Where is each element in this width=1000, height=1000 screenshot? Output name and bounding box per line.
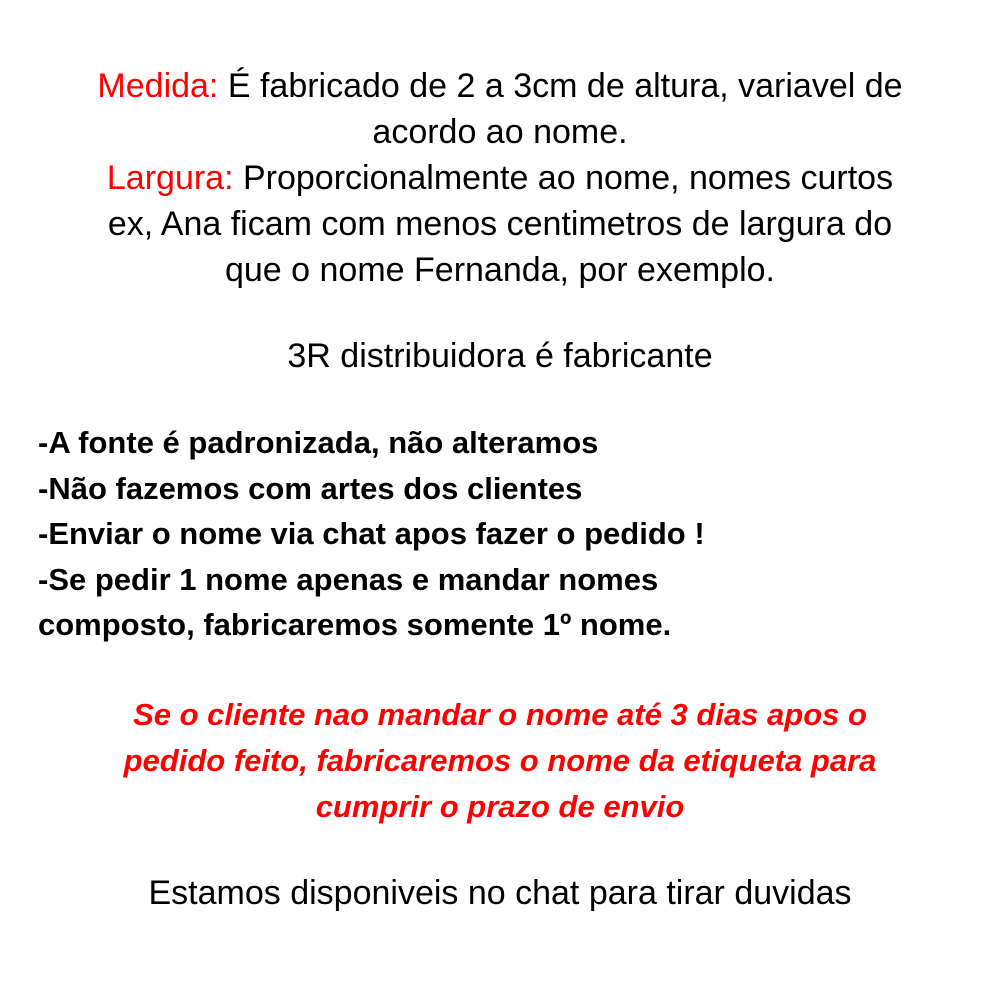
largura-label: Largura: (106, 159, 234, 197)
rule-item: -Enviar o nome via chat apos fazer o pedido ! (38, 516, 705, 551)
warning-line-3: cumprir o prazo de envio (315, 789, 685, 824)
deadline-warning (20, 692, 980, 830)
chat-availability-note: Estamos disponiveis no chat para tirar duvidas (148, 874, 852, 912)
rules-list (38, 420, 968, 648)
medida-line-1 (30, 63, 970, 109)
rule-item: -Não fazemos com artes dos clientes (38, 470, 583, 506)
largura-line-3: que o nome Fernanda, por exemplo. (224, 251, 775, 289)
rule-item: -Se pedir 1 nome apenas e mandar nomes (38, 561, 659, 597)
rule-item: -A fonte é padronizada, não alteramos (38, 425, 599, 460)
warning-line-1: Se o cliente nao mandar o nome até 3 dias apos o (133, 697, 867, 732)
largura-line-2: ex, Ana ficam com menos centimetros de largura do (107, 205, 893, 243)
medida-paragraph (30, 63, 970, 155)
warning-line-2: pedido feito, fabricaremos o nome da etiqueta para (123, 743, 877, 778)
largura-paragraph (30, 155, 970, 293)
medida-line-2: acordo ao nome. (372, 113, 628, 151)
largura-line-1 (30, 155, 970, 201)
manufacturer-note: 3R distribuidora é fabricante (287, 337, 713, 375)
medida-label: Medida: (97, 67, 219, 105)
largura-text: Proporcionalmente ao nome, nomes curtos (233, 159, 894, 197)
rule-item-continuation: composto, fabricaremos somente 1º nome. (38, 607, 672, 642)
medida-text: É fabricado de 2 a 3cm de altura, variavel de (218, 67, 903, 105)
